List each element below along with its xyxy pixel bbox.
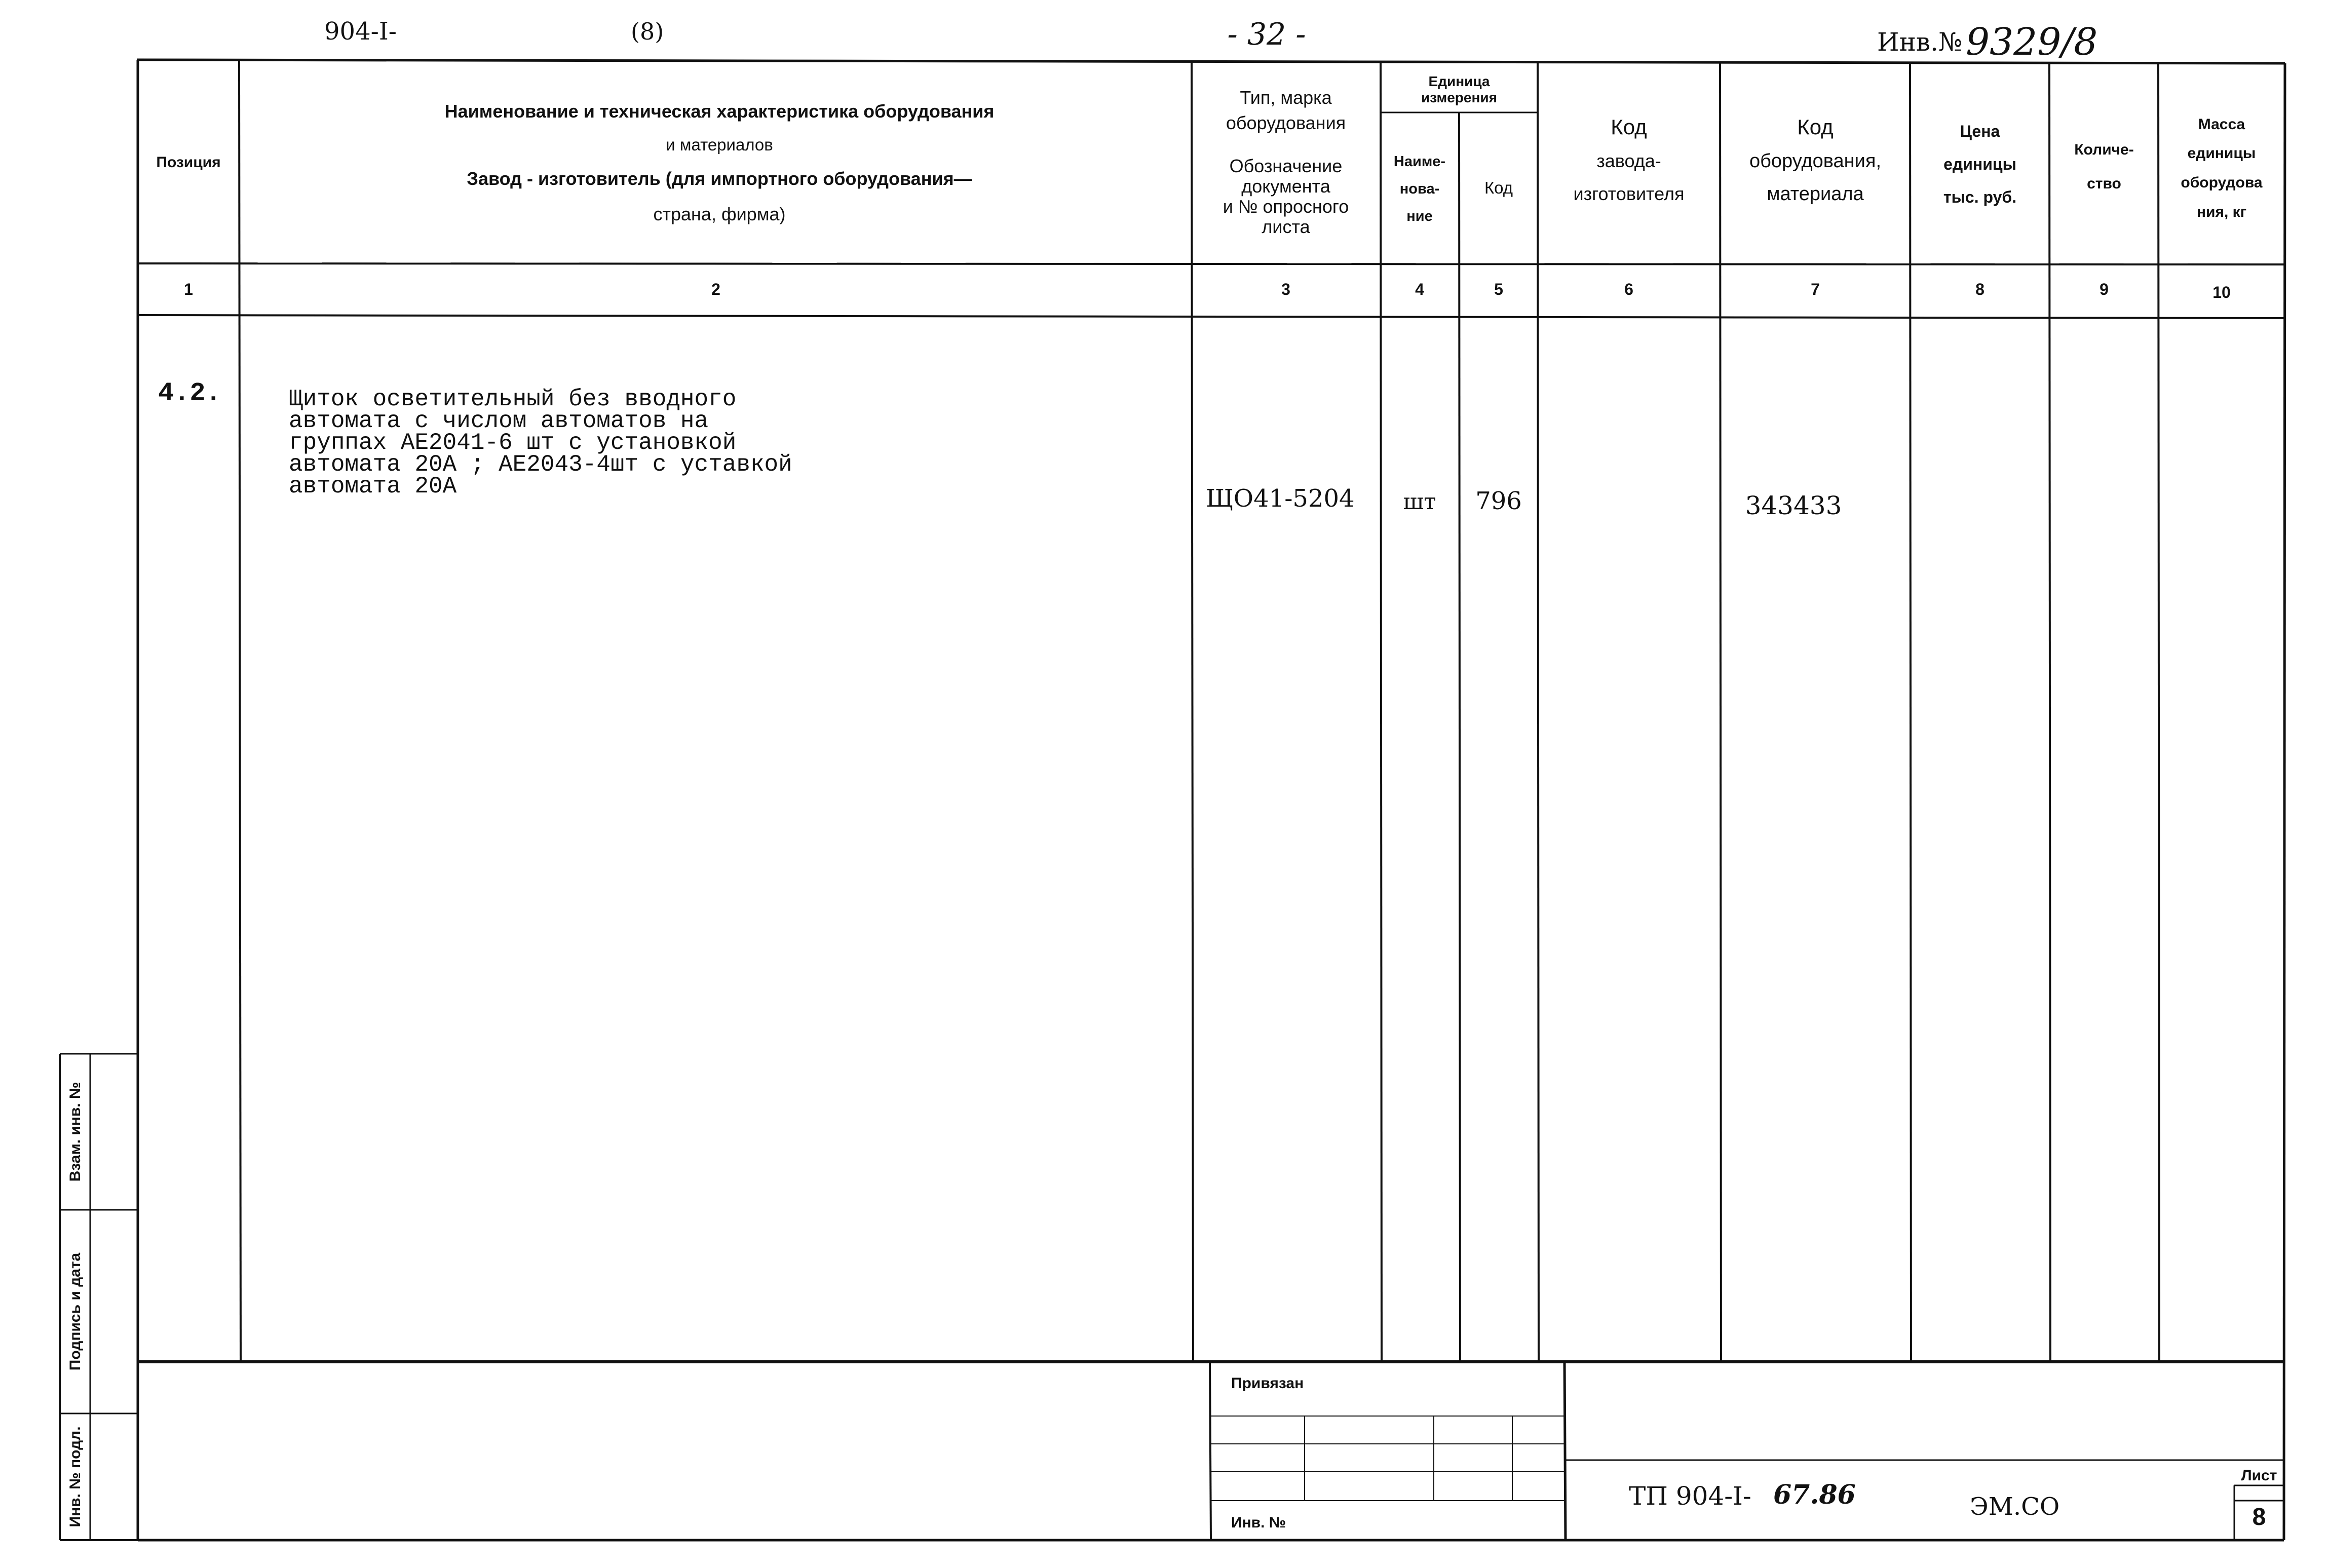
inventory-label: Инв.№ (1877, 27, 1963, 57)
header-mass-line2: единицы (2187, 145, 2256, 162)
inv-label: Инв. № (1231, 1514, 1286, 1531)
column-number: 6 (1624, 280, 1633, 298)
header-unit-name-line3: ние (1406, 208, 1433, 224)
header-equip-code-line3: материала (1767, 183, 1864, 205)
header-name-line3: Завод - изготовитель (для импортного оборудования— (467, 168, 972, 189)
header-type-line1: Тип, марка (1240, 87, 1332, 108)
header-mass-line4: ния, кг (2196, 204, 2247, 220)
header-factory-code-line2: завода- (1596, 150, 1661, 171)
title-block (1210, 1362, 2284, 1540)
header-qty-line1: Количе- (2074, 141, 2134, 158)
table-row (158, 378, 1842, 520)
row-position: 4.2. (158, 378, 221, 408)
row-description-line: автомата с числом автоматов на (289, 408, 709, 434)
stamp-original-inventory: Инв. № подл. (67, 1426, 84, 1527)
column-number: 3 (1281, 280, 1290, 298)
attached-label: Привязан (1231, 1375, 1304, 1392)
header-unit-group-line1: Единица (1428, 73, 1490, 89)
row-unit-code: 796 (1475, 487, 1522, 515)
header-type-line6: листа (1262, 216, 1310, 237)
table-frame (137, 60, 2285, 1540)
column-number: 7 (1811, 280, 1820, 298)
header-unit-name-line2: нова- (1399, 181, 1440, 197)
header-position: Позиция (156, 154, 221, 171)
inventory-number: 9329/8 (1966, 20, 2098, 64)
doc-mark: ЭМ.СО (1970, 1493, 2060, 1521)
column-number: 5 (1494, 280, 1503, 298)
column-number: 8 (1975, 280, 1984, 298)
header-name-line4: страна, фирма) (653, 204, 786, 224)
header-name-line2: и материалов (666, 135, 773, 154)
column-number: 9 (2100, 280, 2109, 298)
doc-suffix: 67.86 (1773, 1479, 1856, 1510)
header-unit-name-line1: Наиме- (1393, 154, 1446, 170)
stamp-replaced-inventory: Взам. инв. № (67, 1082, 84, 1182)
page-number: - 32 - (1227, 17, 1306, 52)
header-mass-line3: оборудова (2181, 174, 2263, 191)
header-mass-line1: Масса (2198, 116, 2245, 133)
header-type-line5: и № опросного (1223, 196, 1349, 217)
column-number: 10 (2212, 283, 2231, 301)
row-equipment-code: 343433 (1745, 491, 1842, 520)
row-type: ЩО41-5204 (1206, 484, 1355, 513)
header-name-line1: Наименование и техническая характеристика оборудования (444, 101, 995, 122)
header-price-line2: единицы (1943, 155, 2016, 173)
column-number: 4 (1415, 280, 1424, 298)
sheet-number: 8 (2252, 1504, 2266, 1531)
header-equip-code-line1: Код (1797, 115, 1834, 139)
sheet-marker: (8) (631, 18, 664, 45)
header-price-line3: тыс. руб. (1943, 188, 2017, 206)
header-unit-group-line2: измерения (1421, 90, 1497, 105)
row-description-line: Щиток осветительный без вводного (289, 386, 737, 412)
stamp-signature-date: Подпись и дата (67, 1252, 84, 1371)
row-description-line: автомата 20А ; АЕ2043-4шт с уставкой (289, 451, 792, 478)
doc-prefix: ТП 904-I- (1629, 1481, 1751, 1511)
header-factory-code-line1: Код (1611, 115, 1647, 139)
header-price-line1: Цена (1960, 122, 2000, 140)
header-factory-code-line3: изготовителя (1573, 183, 1685, 204)
header-unit-code: Код (1484, 178, 1513, 197)
column-number: 1 (184, 280, 193, 298)
row-unit-name: шт (1403, 489, 1436, 515)
sheet-label: Лист (2241, 1467, 2277, 1484)
header-type-line2: оборудования (1226, 112, 1346, 133)
header-type-line3: Обозначение (1229, 156, 1343, 176)
header-equip-code-line2: оборудования, (1749, 150, 1882, 172)
header-type-line4: документа (1241, 176, 1330, 197)
row-description-line: группах АЕ2041-6 шт с установкой (289, 430, 737, 456)
column-number: 2 (711, 280, 720, 298)
row-description-line: автомата 20А (289, 473, 457, 500)
doc-code: 904-I- (324, 17, 397, 46)
header-qty-line2: ство (2087, 175, 2121, 192)
